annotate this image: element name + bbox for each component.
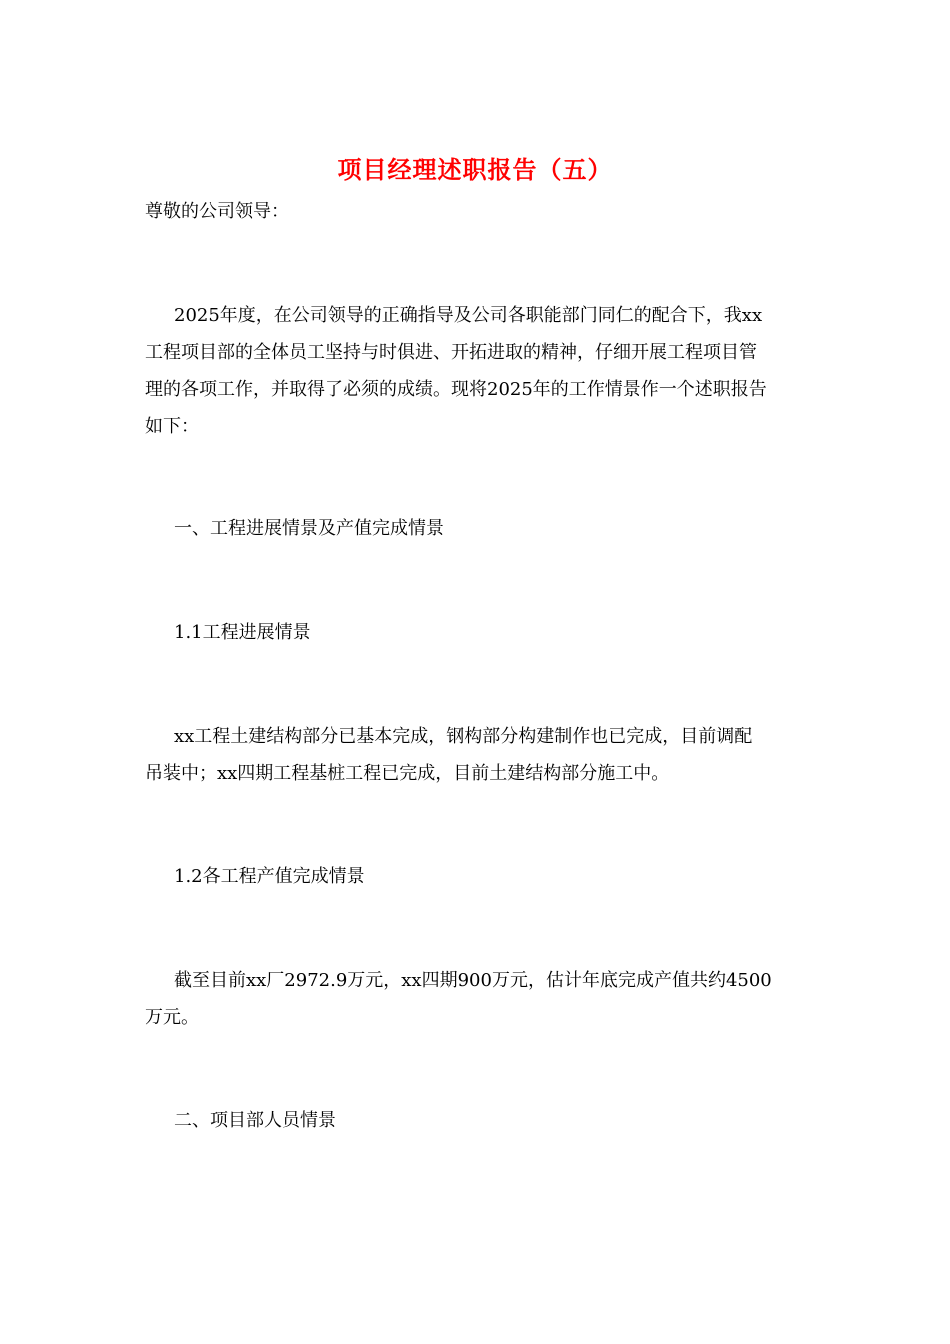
- progress-line: xx工程土建结构部分已基本完成，钢构部分构建制作也已完成，目前调配: [174, 726, 753, 747]
- document-title: 项目经理述职报告（五）: [337, 155, 613, 184]
- intro-line: 如下：: [145, 416, 199, 437]
- subsection-heading-1-1: 1.1工程进展情景: [174, 622, 311, 643]
- salutation: 尊敬的公司领导：: [145, 201, 289, 222]
- output-line: 截至目前xx厂2972.9万元，xx四期900万元，估计年底完成产值共约4500: [174, 970, 772, 991]
- intro-paragraph: [145, 297, 810, 445]
- intro-line: 2025年度，在公司领导的正确指导及公司各职能部门同仁的配合下，我xx: [174, 305, 763, 326]
- progress-line: 吊装中；xx四期工程基桩工程已完成，目前土建结构部分施工中。: [145, 763, 670, 784]
- progress-paragraph: [145, 718, 810, 792]
- subsection-heading-1-2: 1.2各工程产值完成情景: [174, 866, 365, 887]
- intro-line: 理的各项工作，并取得了必须的成绩。现将2025年的工作情景作一个述职报告: [145, 379, 767, 400]
- output-line: 万元。: [145, 1007, 199, 1028]
- section-heading-1: 一、工程进展情景及产值完成情景: [174, 518, 444, 539]
- section-heading-2: 二、项目部人员情景: [174, 1110, 336, 1131]
- output-paragraph: [145, 962, 810, 1036]
- intro-line: 工程项目部的全体员工坚持与时俱进、开拓进取的精神，仔细开展工程项目管: [145, 342, 757, 363]
